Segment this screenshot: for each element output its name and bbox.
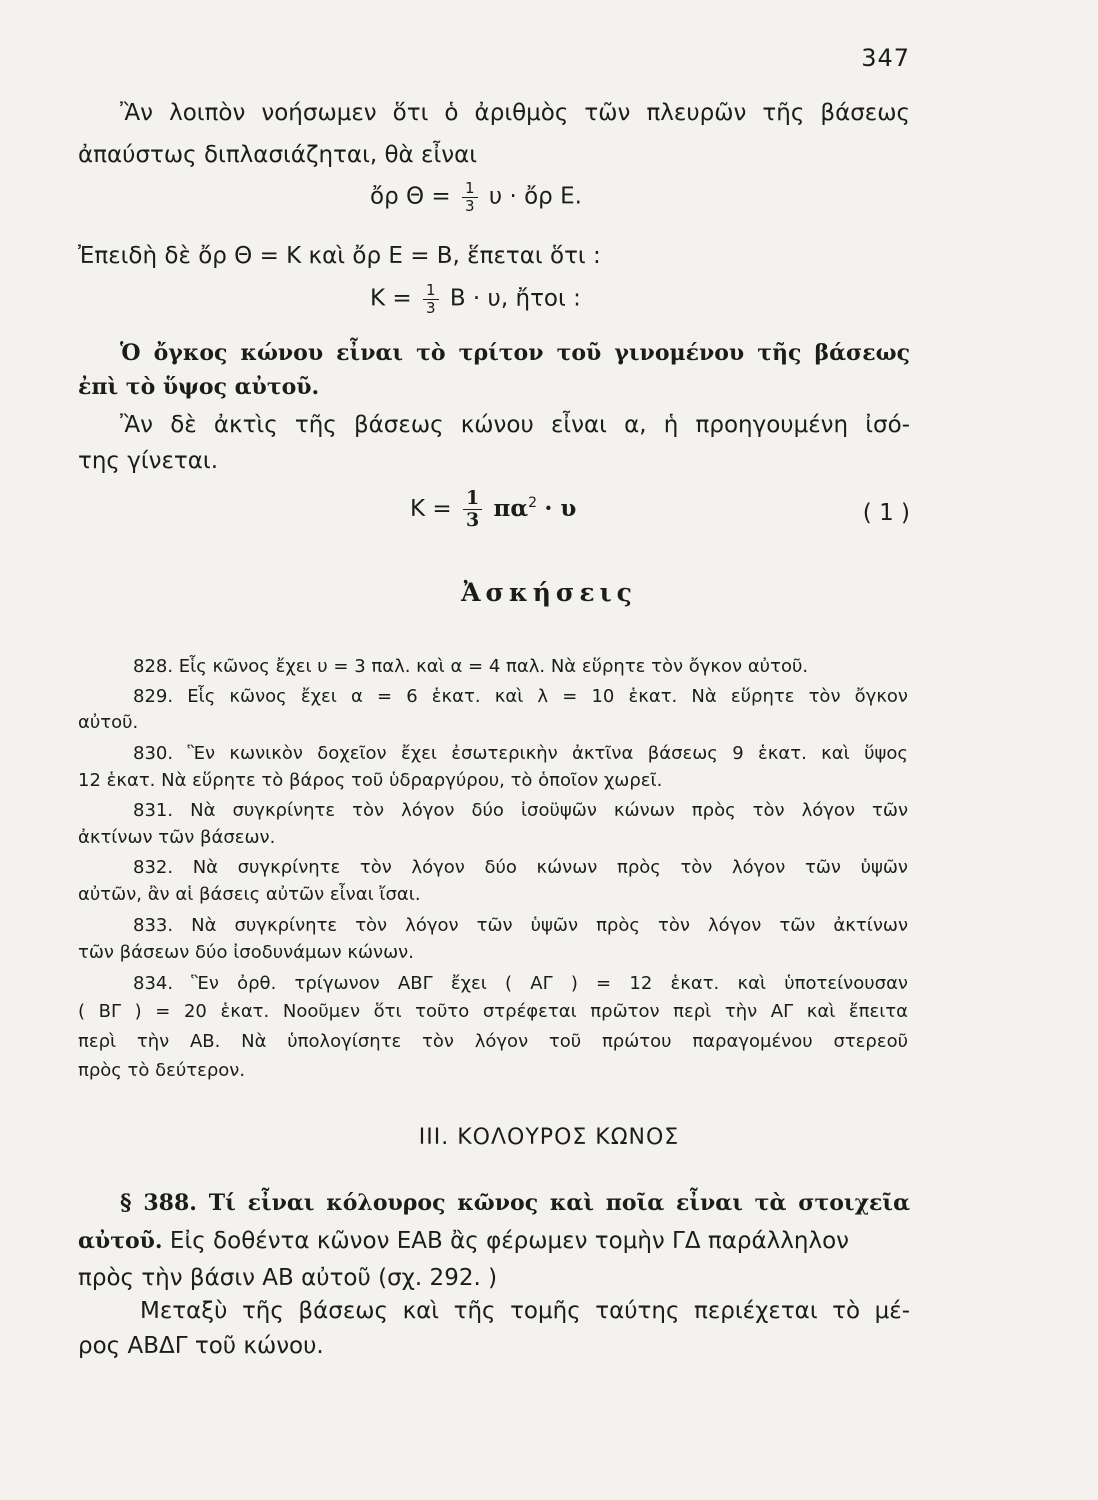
fraction-denominator: 3 bbox=[425, 298, 436, 317]
exercise-833: 833. Νὰ συγκρίνητε τὸν λόγον τῶν ὑψῶν πρὸς τὸν λόγον τῶν ἀκτίνων bbox=[133, 915, 908, 936]
page-number: 347 bbox=[861, 44, 910, 72]
eq2-left: Κ = bbox=[370, 285, 412, 312]
equation-3 bbox=[410, 488, 576, 531]
fraction-denominator: 3 bbox=[464, 196, 475, 215]
exercise-829: 829. Εἷς κῶνος ἔχει α = 6 ἑκατ. καὶ λ = 10 ἑκατ. Νὰ εὕρητε τὸν ὄγκον bbox=[133, 686, 908, 707]
exercise-828: 828. Εἷς κῶνος ἔχει υ = 3 παλ. καὶ α = 4 παλ. Νὰ εὕρητε τὸν ὄγκον αὐτοῦ. bbox=[133, 656, 809, 677]
exercises-heading: Ἀσκήσεις bbox=[461, 578, 637, 607]
eq3-base: πα bbox=[493, 494, 529, 522]
section-388-line: ρος ΑΒΔΓ τοῦ κώνου. bbox=[78, 1333, 324, 1359]
fraction bbox=[462, 180, 478, 214]
eq2-right: Β · υ, ἤτοι : bbox=[449, 285, 581, 312]
fraction-numerator: 1 bbox=[423, 282, 439, 300]
eq1-left: ὄρ Θ = bbox=[370, 183, 451, 210]
equation-1 bbox=[370, 180, 582, 214]
theorem-line: ἐπὶ τὸ ὕψος αὐτοῦ. bbox=[78, 374, 320, 400]
eq3-left: Κ = bbox=[410, 495, 452, 522]
section-388-heading-end: αὐτοῦ. bbox=[78, 1228, 163, 1254]
paragraph-line: Ἐπειδὴ δὲ ὄρ Θ = Κ καὶ ὄρ Ε = Β, ἕπεται ὅτι : bbox=[78, 243, 601, 269]
exercise-834: 834. Ἓν ὀρθ. τρίγωνον ΑΒΓ ἔχει ( ΑΓ ) = 12 ἑκατ. καὶ ὑποτείνουσαν bbox=[133, 973, 908, 994]
section-388-line bbox=[78, 1228, 910, 1256]
exercise-832-cont: αὐτῶν, ἂν αἱ βάσεις αὐτῶν εἶναι ἴσαι. bbox=[78, 884, 421, 905]
fraction-numerator: 1 bbox=[462, 180, 478, 198]
eq3-tail: · υ bbox=[544, 494, 577, 522]
paragraph-line: ἀπαύστως διπλασιάζηται, θὰ εἶναι bbox=[78, 142, 478, 168]
section-388-text: Εἰς δοθέντα κῶνον ΕΑΒ ἂς φέρωμεν τομὴν ΓΔ παράλληλον bbox=[162, 1228, 850, 1254]
fraction-denominator: 3 bbox=[465, 508, 480, 531]
paragraph-line: της γίνεται. bbox=[78, 448, 219, 474]
exercise-834-cont: πρὸς τὸ δεύτερον. bbox=[78, 1060, 246, 1081]
paragraph-line: Ἂν δὲ ἀκτὶς τῆς βάσεως κώνου εἶναι α, ἡ προηγουμένη ἰσό- bbox=[120, 412, 910, 438]
eq1-right: υ · ὄρ Ε. bbox=[488, 183, 582, 210]
exercise-834-cont: περὶ τὴν ΑΒ. Νὰ ὑπολογίσητε τὸν λόγον τοῦ πρώτου παραγομένου στερεοῦ bbox=[78, 1031, 908, 1052]
exercise-830: 830. Ἓν κωνικὸν δοχεῖον ἔχει ἐσωτερικὴν ἀκτῖνα βάσεως 9 ἑκατ. καὶ ὕψος bbox=[133, 743, 908, 764]
eq3-exponent: 2 bbox=[528, 495, 537, 512]
fraction bbox=[423, 282, 439, 316]
exercise-834-cont: ( ΒΓ ) = 20 ἑκατ. Νοοῦμεν ὅτι τοῦτο στρέφεται πρῶτον περὶ τὴν ΑΓ καὶ ἔπειτα bbox=[78, 1001, 908, 1022]
theorem-line: Ὁ ὄγκος κώνου εἶναι τὸ τρίτον τοῦ γινομένου τῆς βάσεως bbox=[120, 340, 910, 366]
equation-tag: ( 1 ) bbox=[862, 500, 910, 526]
fraction-numerator: 1 bbox=[463, 488, 482, 510]
section-388-heading: § 388. Τί εἶναι κόλουρος κῶνος καὶ ποῖα εἶναι τὰ στοιχεῖα bbox=[120, 1190, 910, 1216]
section-title: ΙΙΙ. ΚΟΛΟΥΡΟΣ ΚΩΝΟΣ bbox=[418, 1125, 680, 1150]
exercise-831: 831. Νὰ συγκρίνητε τὸν λόγον δύο ἰσοϋψῶν κώνων πρὸς τὸν λόγον τῶν bbox=[133, 800, 908, 821]
exercise-829-cont: αὐτοῦ. bbox=[78, 712, 139, 733]
exercise-833-cont: τῶν βάσεων δύο ἰσοδυνάμων κώνων. bbox=[78, 942, 414, 963]
exercise-830-cont: 12 ἑκατ. Νὰ εὕρητε τὸ βάρος τοῦ ὑδραργύρου, τὸ ὁποῖον χωρεῖ. bbox=[78, 770, 663, 791]
equation-2 bbox=[370, 282, 581, 316]
fraction bbox=[463, 488, 482, 531]
section-388-line: Μεταξὺ τῆς βάσεως καὶ τῆς τομῆς ταύτης περιέχεται τὸ μέ- bbox=[140, 1298, 910, 1324]
paragraph-line: Ἂν λοιπὸν νοήσωμεν ὅτι ὁ ἀριθμὸς τῶν πλευρῶν τῆς βάσεως bbox=[120, 100, 910, 126]
section-388-line: πρὸς τὴν βάσιν ΑΒ αὐτοῦ (σχ. 292. ) bbox=[78, 1265, 498, 1291]
exercise-832: 832. Νὰ συγκρίνητε τὸν λόγον δύο κώνων πρὸς τὸν λόγον τῶν ὑψῶν bbox=[133, 857, 908, 878]
exercise-831-cont: ἀκτίνων τῶν βάσεων. bbox=[78, 827, 276, 848]
